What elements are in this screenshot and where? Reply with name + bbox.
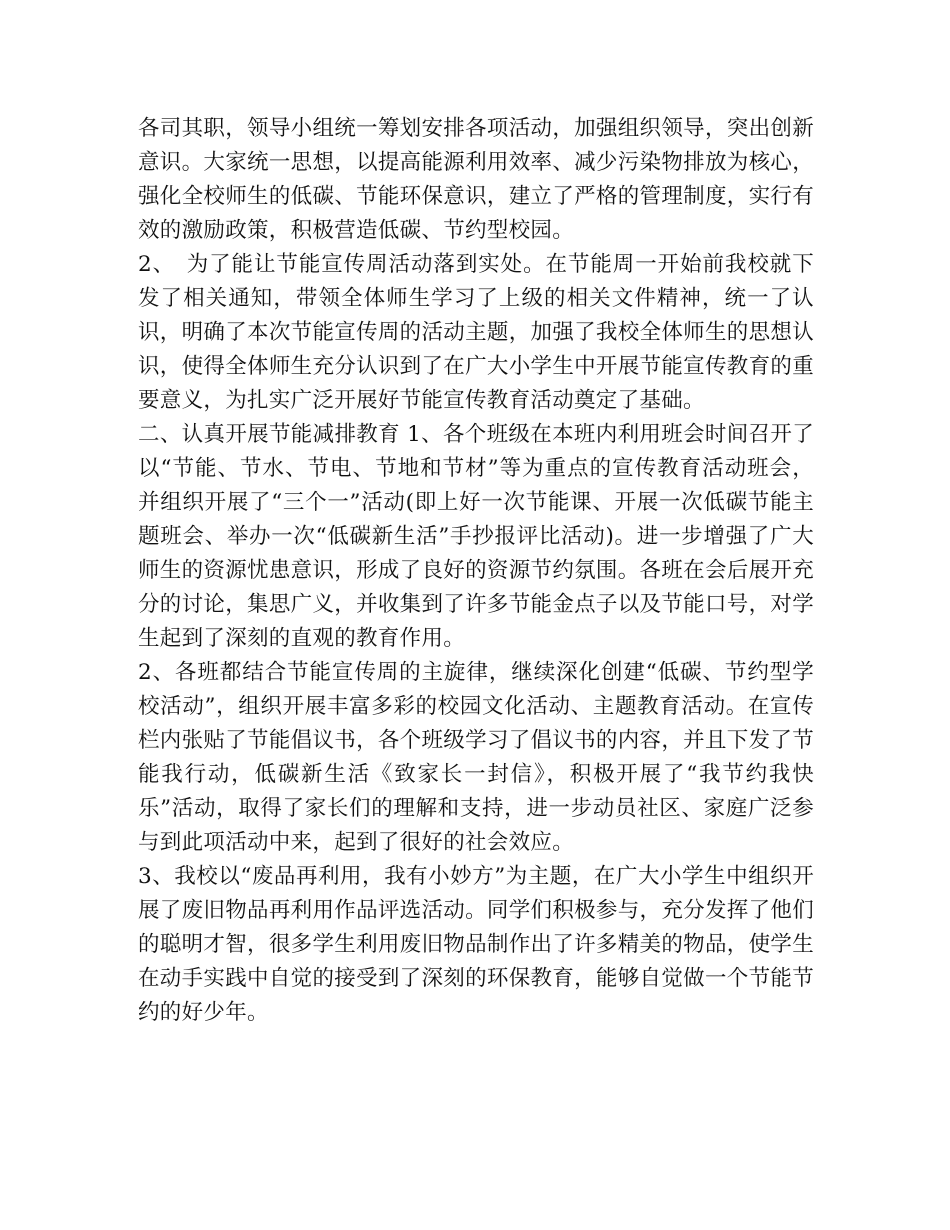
- paragraph-3: 二、认真开展节能减排教育 1、各个班级在本班内利用班会时间召开了以“节能、节水、节电、节地和节材”等为重点的宣传教育活动班会，并组织开展了“三个一”活动(即上好一次节能课、开展一次低碳节能主题班会、举办一次“低碳新生活”手抄报评比活动)。进一步增强了广大师生的资源忧患意识，形成了良好的资源节约氛围。各班在会后展开充分的讨论，集思广义，并收集到了许多节能金点子以及节能口号，对学生起到了深刻的直观的教育作用。: [138, 422, 814, 651]
- paragraph-4: 2、各班都结合节能宣传周的主旋律，继续深化创建“低碳、节约型学校活动”，组织开展丰富多彩的校园文化活动、主题教育活动。在宣传栏内张贴了节能倡议书，各个班级学习了倡议书的内容，并且下发了节能我行动，低碳新生活《致家长一封信》，积极开展了“我节约我快乐”活动，取得了家长们的理解和支持，进一步动员社区、家庭广泛参与到此项活动中来，起到了很好的社会效应。: [138, 660, 814, 855]
- document-body: [138, 112, 814, 1030]
- paragraph-5: 3、我校以“废品再利用，我有小妙方”为主题，在广大小学生中组织开展了废旧物品再利用作品评选活动。同学们积极参与，充分发挥了他们的聪明才智，很多学生利用废旧物品制作出了许多精美的物品，使学生在动手实践中自觉的接受到了深刻的环保教育，能够自觉做一个节能节约的好少年。: [138, 864, 814, 1025]
- paragraph-2: 2、 为了能让节能宣传周活动落到实处。在节能周一开始前我校就下发了相关通知，带领全体师生学习了上级的相关文件精神，统一了认识，明确了本次节能宣传周的活动主题，加强了我校全体师生的思想认识，使得全体师生充分认识到了在广大小学生中开展节能宣传教育的重要意义，为扎实广泛开展好节能宣传教育活动奠定了基础。: [138, 252, 814, 413]
- paragraph-1: 各司其职，领导小组统一筹划安排各项活动，加强组织领导，突出创新意识。大家统一思想，以提高能源利用效率、减少污染物排放为核心，强化全校师生的低碳、节能环保意识，建立了严格的管理制度，实行有效的激励政策，积极营造低碳、节约型校园。: [138, 116, 814, 243]
